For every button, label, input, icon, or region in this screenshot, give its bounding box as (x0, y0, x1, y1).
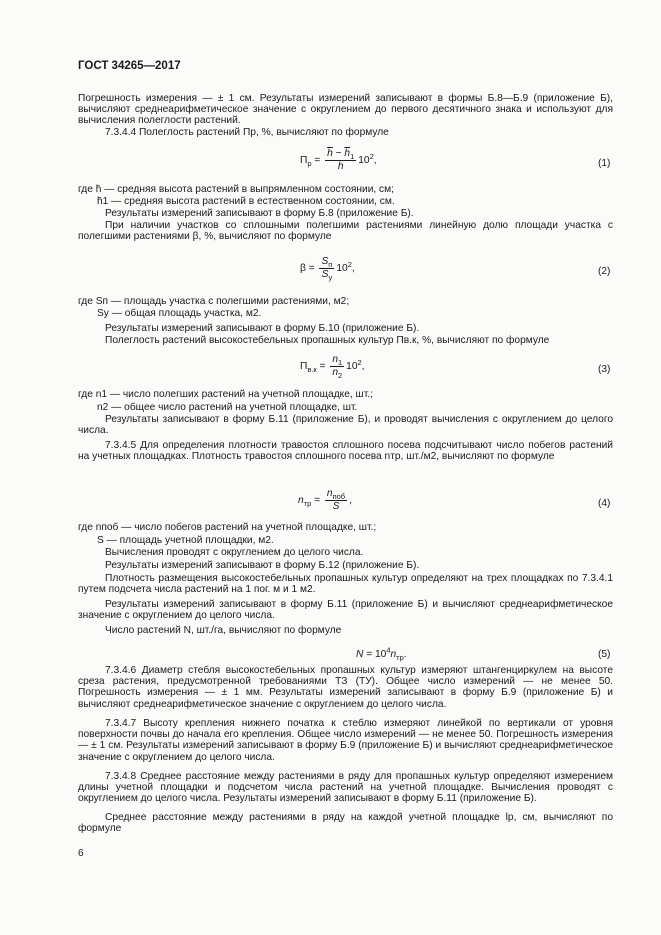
definition: где Sп — площадь участка с полегшими растениями, м2; (78, 296, 350, 307)
paragraph: 7.3.4.5 Для определения плотности травостоя сплошного посева подсчитывают число побегов растений на учетных площадках. Плотность травостоя сплошного посева nтр, шт./м2, вычисляют по формуле (78, 440, 613, 463)
paragraph: Плотность размещения высокостебельных пропашных культур определяют на трех площадках по 7.3.4.1 путем подсчета числа растений на 1 пог. м и 1 м2. (78, 573, 613, 596)
definition: где n1 — число полегших растений на учетной площадке, шт.; (78, 389, 373, 400)
formula-5: $N = 10^4n_{тр}$. (356, 645, 407, 663)
paragraph: Вычисления проводят с округлением до целого числа. (105, 547, 364, 558)
paragraph: Результаты измерений записывают в форму Б.10 (приложение Б). (105, 323, 420, 334)
paragraph: Число растений N, шт./га, вычисляют по формуле (105, 625, 342, 636)
page-number: 6 (78, 848, 84, 859)
formula-number: (3) (598, 364, 611, 375)
formula-number: (1) (598, 158, 611, 169)
paragraph: 7.3.4.6 Диаметр стебля высокостебельных пропашных культур измеряют штангенциркулем на высоте среза растения, предусмотренной требованиями ТЗ (ТУ). Общее число измерений — не менее 50. Погрешность измерения — ± 1 мм. Результаты измерений записывают в форму Б.9 (приложение Б) и вычисляют среднеарифметическое значение с округлением до целого числа. (78, 665, 613, 710)
paragraph: Результаты измерений записывают в форму Б.11 (приложение Б) и вычисляют среднеарифметическое значение с округлением до целого числа. (78, 599, 613, 622)
paragraph: 7.3.4.8 Среднее расстояние между растениями в ряду для пропашных культур определяют измерением длины учетной площадки и подсчетом числа растений на учетной площадке. Вычисления проводят с округлением до целого числа. Результаты измерений записывают в форму Б.11 (приложение Б). (78, 771, 613, 805)
paragraph: Погрешность измерения — ± 1 см. Результаты измерений записывают в формы Б.8—Б.9 (приложение Б), вычисляют среднеарифметическое значение с округлением до первого десятичного знака и используют для вычисления полеглости растений. (78, 93, 613, 127)
definition: где nпоб — число побегов растений на учетной площадке, шт.; (78, 522, 377, 533)
paragraph: Среднее расстояние между растениями в ряду на каждой учетной площадке lр, см, вычисляют по формуле (78, 812, 613, 835)
formula-1: $П_р$ = $\frac{\overline{h} - \overline{h}_1}{h}$ $10^2$, (300, 148, 377, 172)
definition: Sу — общая площадь участка, м2. (97, 308, 262, 319)
formula-4: $n_{тр}$ = $\frac{n_{поб}}{S}$ , (298, 488, 352, 512)
definition: h̄1 — средняя высота растений в естественном состоянии, см. (97, 196, 395, 207)
paragraph: 7.3.4.7 Высоту крепления нижнего початка к стеблю измеряют линейкой по вертикали от уровня поверхности почвы до начала его крепления. Общее число измерений — не менее 50. Погрешность измерения — ± 1 см. Результаты измерений записывают в форму Б.9 (приложение Б) и вычисляют среднеарифметическое значение с округлением до целого числа. (78, 718, 613, 763)
page-header: ГОСТ 34265—2017 (78, 60, 181, 72)
formula-3: $П_{в.к}$ = $\frac{n_1}{n_2}$ $10^2$, (300, 354, 365, 381)
formula-number: (2) (598, 266, 611, 277)
paragraph: Полеглость растений высокостебельных пропашных культур Пв.к, %, вычисляют по формуле (105, 335, 550, 346)
paragraph: При наличии участков со сплошными полегшими растениями линейную долю площади участка с полегшими растениями β, %, вычисляют по формуле (78, 220, 613, 243)
paragraph: Результаты записывают в форму Б.11 (приложение Б), и проводят вычисления с округлением до целого числа. (78, 414, 613, 437)
paragraph: Результаты измерений записывают в форму Б.8 (приложение Б). (105, 208, 414, 219)
formula-number: (4) (598, 498, 611, 509)
formula-2: β = $\frac{S_п}{S_у}$ $10^2$, (300, 256, 355, 283)
paragraph: 7.3.4.4 Полеглость растений Пр, %, вычисляют по формуле (105, 127, 389, 138)
formula-number: (5) (598, 649, 611, 660)
definition: n2 — общее число растений на учетной площадке, шт. (97, 402, 358, 413)
definition: S — площадь учетной площадки, м2. (97, 535, 274, 546)
definition: где h̄ — средняя высота растений в выпрямленном состоянии, см; (78, 184, 394, 195)
paragraph: Результаты измерений записывают в форму Б.12 (приложение Б). (105, 560, 420, 571)
